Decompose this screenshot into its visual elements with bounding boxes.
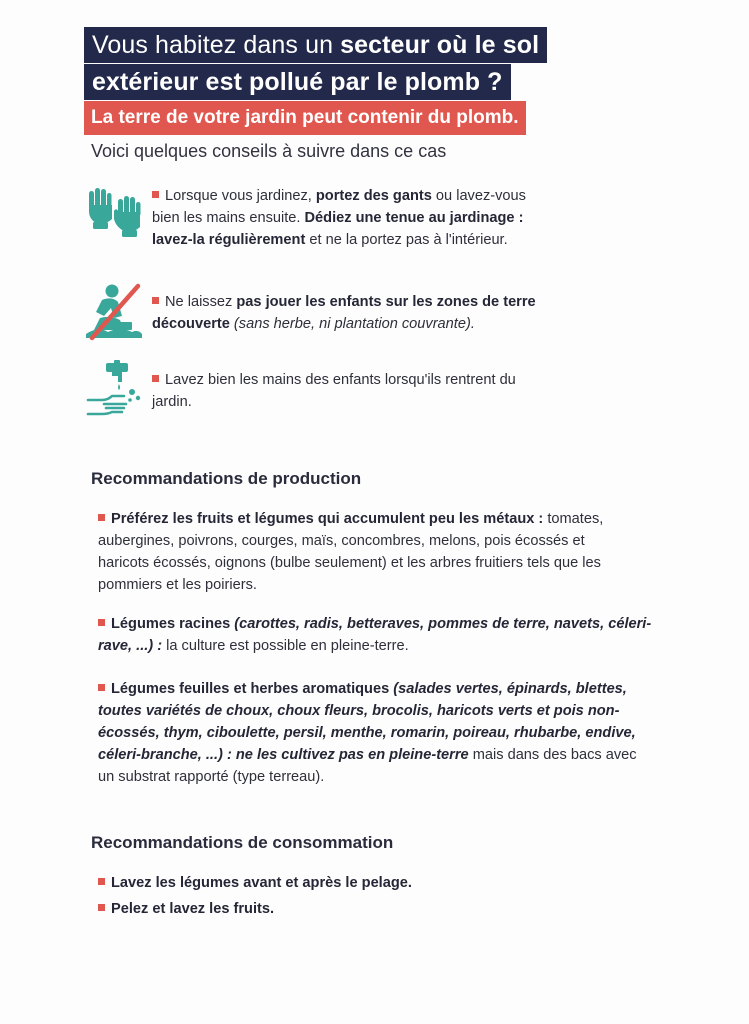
intro-text: Voici quelques conseils à suivre dans ce cas <box>91 141 447 161</box>
hand-washing-icon <box>84 360 144 420</box>
bullet-square <box>152 191 159 198</box>
headline-line-1: Vous habitez dans un secteur où le sol <box>84 27 547 63</box>
production-item-low-metal: Préférez les fruits et légumes qui accumulent peu les métaux : tomates, aubergines, poivrons, courges, maïs, concombres, melons, pois écossés et haricots écossés, oignons (bulbe seulement) et les arbres fruitiers tels que les pommiers et les poiriers. <box>98 511 604 593</box>
advice-gloves-text: Lorsque vous jardinez, portez des gants ou lavez-vous bien les mains ensuite. Dédiez une tenue au jardinage : lavez-la régulièrement et ne la portez pas à l'intérieur. <box>152 188 526 248</box>
advice-handwashing-text: Lavez bien les mains des enfants lorsqu'ils rentrent du jardin. <box>152 372 516 410</box>
bullet-square <box>98 904 105 911</box>
consumption-list <box>98 872 678 920</box>
advice-gloves <box>84 185 644 257</box>
bullet-square <box>98 619 105 626</box>
gardening-gloves-icon <box>84 185 144 245</box>
bullet-square <box>152 297 159 304</box>
advice-children-play <box>84 282 644 342</box>
consumption-item-fruits: Pelez et lavez les fruits. <box>98 898 678 920</box>
consumption-item-vegetables: Lavez les légumes avant et après le pelage. <box>98 872 678 894</box>
headline-line-2: extérieur est pollué par le plomb ? <box>84 64 511 100</box>
bullet-square <box>98 684 105 691</box>
advice-children-text: Ne laissez pas jouer les enfants sur les zones de terre découverte (sans herbe, ni plantation couvrante). <box>152 294 536 332</box>
headline-subtitle: La terre de votre jardin peut contenir du plomb. <box>84 101 526 135</box>
no-child-playing-icon <box>84 282 144 342</box>
bullet-square <box>152 375 159 382</box>
bullet-square <box>98 878 105 885</box>
consumption-title: Recommandations de consommation <box>91 833 394 852</box>
production-title: Recommandations de production <box>91 469 362 488</box>
advice-handwashing <box>84 360 644 424</box>
production-item-root-vegetables: Légumes racines (carottes, radis, betteraves, pommes de terre, navets, céleri- rave, ...) : la culture est possible en pleine-terre. <box>98 616 652 654</box>
production-item-leafy-vegetables: Légumes feuilles et herbes aromatiques (salades vertes, épinards, blettes, toutes variétés de choux, choux fleurs, brocolis, haricots verts et pois non- écossés, thym, ciboulette, persil, menthe, romarin, poireau, rhubarbe, endive, céleri-branche, ...) : ne les cultivez pas en pleine-terre mais dans des bacs avec un substrat rapporté (type terreau). <box>98 681 637 785</box>
bullet-square <box>98 514 105 521</box>
